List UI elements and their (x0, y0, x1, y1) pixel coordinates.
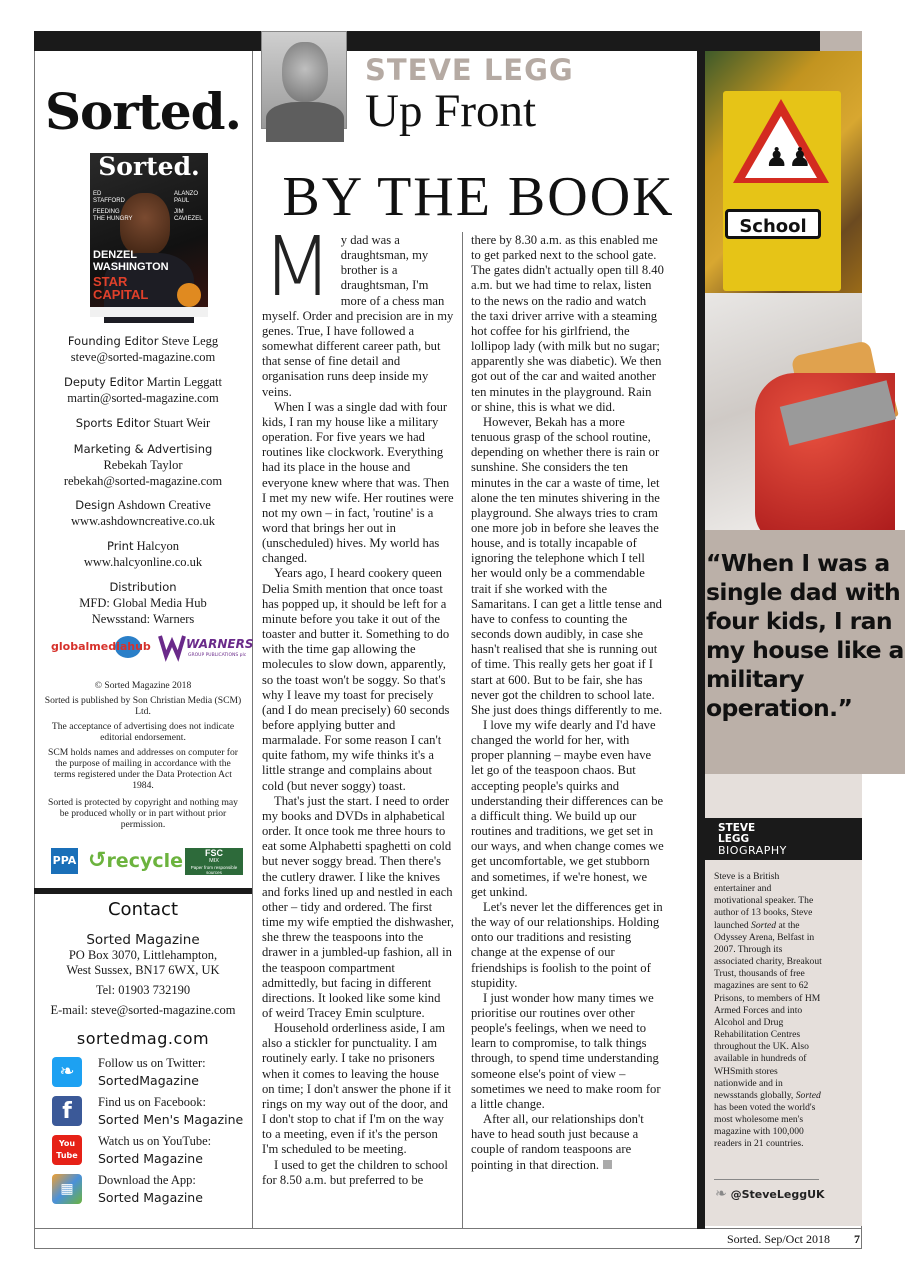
article-column-2 (471, 233, 664, 1173)
acceptance-text: The acceptance of advertising does not indicate editorial endorsement. (51, 721, 235, 743)
facebook-icon[interactable]: f (52, 1096, 82, 1126)
contact-tel[interactable]: Tel: 01903 732190 (95, 983, 191, 997)
cover-badge (177, 283, 201, 307)
article-paragraph: After all, our relationships don't have to head south just because a couple of random teaspoons are pointing in that direction. (471, 1112, 644, 1172)
site-url[interactable]: sortedmag.com (76, 1029, 210, 1048)
staff-deputy-editor: Deputy Editor Martin Leggatt martin@sorted-magazine.com (40, 374, 246, 406)
social-app[interactable]: Download the App: Sorted Magazine (98, 1173, 203, 1205)
globalmediahub-wordmark: globalmediahub (51, 640, 151, 653)
article-paragraph: Years ago, I heard cookery queen Delia Smith mention that once toast has popped up, it should be left for a minute before you take it out of the toaster and butter it. Something to do with the time gap allowing the molecules to slow down, apparently, so the toast won't be soggy. So that's why I leave my toast for precisely (and I do mean precisely) 60 seconds before applying butter and marmalade. For some reason I can't quite fathom, my wife thinks it's a little strange and complains about cold (but never soggy) toast. (262, 566, 450, 793)
school-sign-photo (705, 51, 862, 293)
biography-divider (714, 1179, 819, 1180)
cover-right-lines: ALANZO PAUL JIM CAVIEZEL (174, 191, 203, 222)
warners-wordmark: WARNERS (186, 637, 254, 651)
column-title: Up Front (365, 85, 537, 137)
article-paragraph: Household orderliness aside, I am also a stickler for punctuality. I am routinely early. I take no prisoners when it comes to leaving the house on time; I don't answer the phone if it rings on my way out of the door, and I don't stop to chat if I'm on the way to a meeting, even if it's the person I'm scheduled to be meeting. (262, 1021, 452, 1157)
twitter-icon[interactable]: ❧ (52, 1057, 82, 1087)
cover-title: Sorted. (98, 152, 200, 181)
toaster-photo (705, 293, 862, 530)
scm-text: SCM holds names and addresses on computer for the purpose of mailing in accordance with the terms registered under the Data Protection Act 1984. (48, 747, 238, 791)
copyright-text: © Sorted Magazine 2018 (94, 680, 192, 691)
sidebar-rule (697, 51, 705, 1229)
ppa-logo: PPA (51, 848, 78, 874)
app-icon[interactable]: ▦ (52, 1174, 82, 1204)
page-number: 7 (854, 1232, 860, 1246)
issue-label: Sorted. Sep/Oct 2018 (727, 1232, 830, 1246)
cover-name: DENZEL WASHINGTON (93, 249, 169, 273)
youtube-icon[interactable]: You Tube (52, 1135, 82, 1165)
end-mark-icon (603, 1160, 612, 1169)
magazine-cover[interactable] (90, 153, 208, 317)
page-footer (700, 1232, 860, 1247)
distribution: Distribution MFD: Global Media Hub Newsstand: Warners (79, 580, 207, 626)
article-paragraph: I love my wife dearly and I'd have changed the world for her, with proper planning – maybe even have let go of the teaspoon chaos. But accepting people's quirks and understanding their differences can be a difficult thing. We build up our routines and traditions, we get set in our ways, and when change comes we get uncomfortable, we get stubborn and sometimes, if we're honest, we get unkind. (471, 718, 664, 899)
social-twitter[interactable]: Follow us on Twitter: SortedMagazine (98, 1056, 206, 1088)
author-name: STEVE LEGG (365, 53, 574, 87)
article-paragraph: I just wonder how many times we prioritise our routines over other people's feelings, when we need to learn to compromise, to talk things through, to spend time understanding someone else's point of view – sometimes we need to make room for a little change. (471, 990, 661, 1111)
staff-print: Print Halcyon www.halcyonline.co.uk (40, 538, 246, 570)
article-column-1 (262, 220, 454, 1188)
staff-sports-editor: Sports Editor Stuart Weir (75, 416, 211, 430)
warners-logo (158, 630, 254, 662)
globalmediahub-logo (50, 632, 151, 662)
contact-divider (34, 888, 252, 894)
staff-email[interactable]: rebekah@sorted-magazine.com (63, 474, 223, 488)
school-sign-text: School (725, 209, 821, 239)
cover-strip (90, 307, 208, 317)
staff-founding-editor: Founding Editor Steve Legg steve@sorted-magazine.com (40, 333, 246, 365)
author-twitter[interactable]: ❧ @SteveLeggUK (715, 1186, 825, 1202)
article-paragraph: there by 8.30 a.m. as this enabled me to get parked next to the school gate. The gates didn't actually open till 8.40 a.m. but we had time to relax, listen to the news on the radio and watch the taxi driver arrive with a steaming hot coffee for his girlfriend, the lollipop lady (with milk but no sugar; apparently she was diabetic). We then got out of the car and waited another ten minutes in the playground. Rain or shine, this is what we did. (471, 233, 664, 414)
article-headline: BY THE BOOK (282, 166, 675, 228)
drop-cap: M (262, 220, 333, 315)
social-youtube[interactable]: Watch us on YouTube: Sorted Magazine (98, 1134, 212, 1166)
recycle-logo: ↺recycle (88, 848, 184, 873)
article-paragraph: My dad was a draughtsman, my brother is a draughtsman, I'm more of a chess man myself. Order and precision are in my genes. True, I have followed a somewhat different career path, but that sense of fine detail and organisation runs deep inside my veins. (262, 220, 454, 399)
column-divider-middle (462, 232, 463, 1228)
top-bar-accent (820, 31, 862, 51)
contact-company: Sorted Magazine (86, 932, 200, 948)
social-facebook[interactable]: Find us on Facebook: Sorted Men's Magazine (98, 1095, 244, 1127)
twitter-bird-icon: ❧ (715, 1186, 727, 1202)
article-paragraph: I used to get the children to school for 8.50 a.m. but preferred to be (262, 1157, 448, 1187)
masthead-logo[interactable]: Sorted. (44, 82, 242, 141)
publisher-text: Sorted is published by Son Christian Media (SCM) Ltd. (44, 695, 242, 717)
children-crossing-icon: ♟♟ (765, 143, 812, 173)
author-photo (261, 31, 347, 129)
staff-link[interactable]: www.ashdowncreative.co.uk (71, 514, 215, 528)
article-paragraph: That's just the start. I need to order my books and DVDs in alphabetical order. It once took me three hours to eat some Alphabetti spaghetti on cold but never soggy bread. Then there's the cutlery drawer. I like the knives and forks lined up and nestled in each other – tidy and ordered. The first time my wife emptied the dishwasher, she threw the teaspoons into the drawer in a jumbled-up fashion, all in the teaspoon compartment admittedly, but facing in different directions. It looked like some kind of weird Tracey Emin sculpture. (262, 793, 454, 1020)
contact-heading: Contact (107, 899, 179, 920)
staff-email[interactable]: martin@sorted-magazine.com (67, 391, 219, 405)
contact-email[interactable]: E-mail: steve@sorted-magazine.com (50, 1003, 236, 1017)
footer-rule (34, 1228, 862, 1229)
article-paragraph: When I was a single dad with four kids, I ran my house like a military operation. For five years we had routines like clockwork. Everything had its place in the house and everyone knew where that was. Then I met my new wife. Her routines were not my own – in fact, 'routine' is a word that brings her out in (unscheduled) hives. My world has changed. (262, 399, 454, 566)
staff-marketing: Marketing & Advertising Rebekah Taylor rebekah@sorted-magazine.com (40, 441, 246, 489)
biography-label: STEVE LEGG BIOGRAPHY (705, 818, 862, 860)
pullquote-text: “When I was a single dad with four kids, I ran my house like a military operation.” (706, 549, 904, 722)
article-paragraph: However, Bekah has a more tenuous grasp of the school routine, depending on whether there is rain or sunshine. She considers the ten minutes in the car a waste of time, let alone the ten minutes shivering in the playground. She always tries to cram one more job in before she leaves the house, and is totally incapable of ignoring the telephone which I tell her would only be a commendable trait if she worked with the Samaritans. I can get a little tense and have to confess to counting the seconds down audibly, in case she hasn't realised that she is running out of time. This really gets her goat if I start at 600. But to be fair, she has never got the children to school late. She just does things differently to me. (471, 414, 663, 717)
cover-star: STAR CAPITAL (93, 274, 149, 302)
warners-subline: GROUP PUBLICATIONS plc (188, 653, 247, 658)
staff-design: Design Ashdown Creative www.ashdowncreative.co.uk (40, 497, 246, 529)
staff-email[interactable]: steve@sorted-magazine.com (70, 350, 216, 364)
cover-left-lines: ED STAFFORD FEEDING THE HUNGRY (93, 191, 133, 222)
biography-text: Steve is a British entertainer and motivational speaker. The author of 13 books, Steve launched Sorted at the Odyssey Arena, Belfast in 2007. Through its associated charity, Breakout Trust, thousands of free magazines are sent to 62 Prisons, to members of HM Armed Forces and into Alcohol and Drug Rehabilitation Centres throughout the UK. Also available in hundreds of WHSmith stores nationwide and in newsstands globally, Sorted has been voted the world's most wholesome men's magazine with 100,000 readers in 21 countries. (714, 871, 822, 1150)
top-bar (34, 31, 820, 51)
fsc-logo: FSC MIX Paper from responsible sources FSC® C015185 (185, 848, 243, 875)
staff-link[interactable]: www.halcyonline.co.uk (83, 555, 203, 569)
article-paragraph: Let's never let the differences get in the way of our relationships. Holding onto our traditions and resisting change at the expense of our friendships is foolish to the point of stupidity. (471, 899, 663, 990)
recycle-icon: ↺ (88, 848, 107, 873)
contact-address: PO Box 3070, Littlehampton, West Sussex, BN17 6WX, UK (66, 948, 220, 977)
protected-text: Sorted is protected by copyright and nothing may be produced wholly or in part without prior permission. (48, 797, 238, 830)
